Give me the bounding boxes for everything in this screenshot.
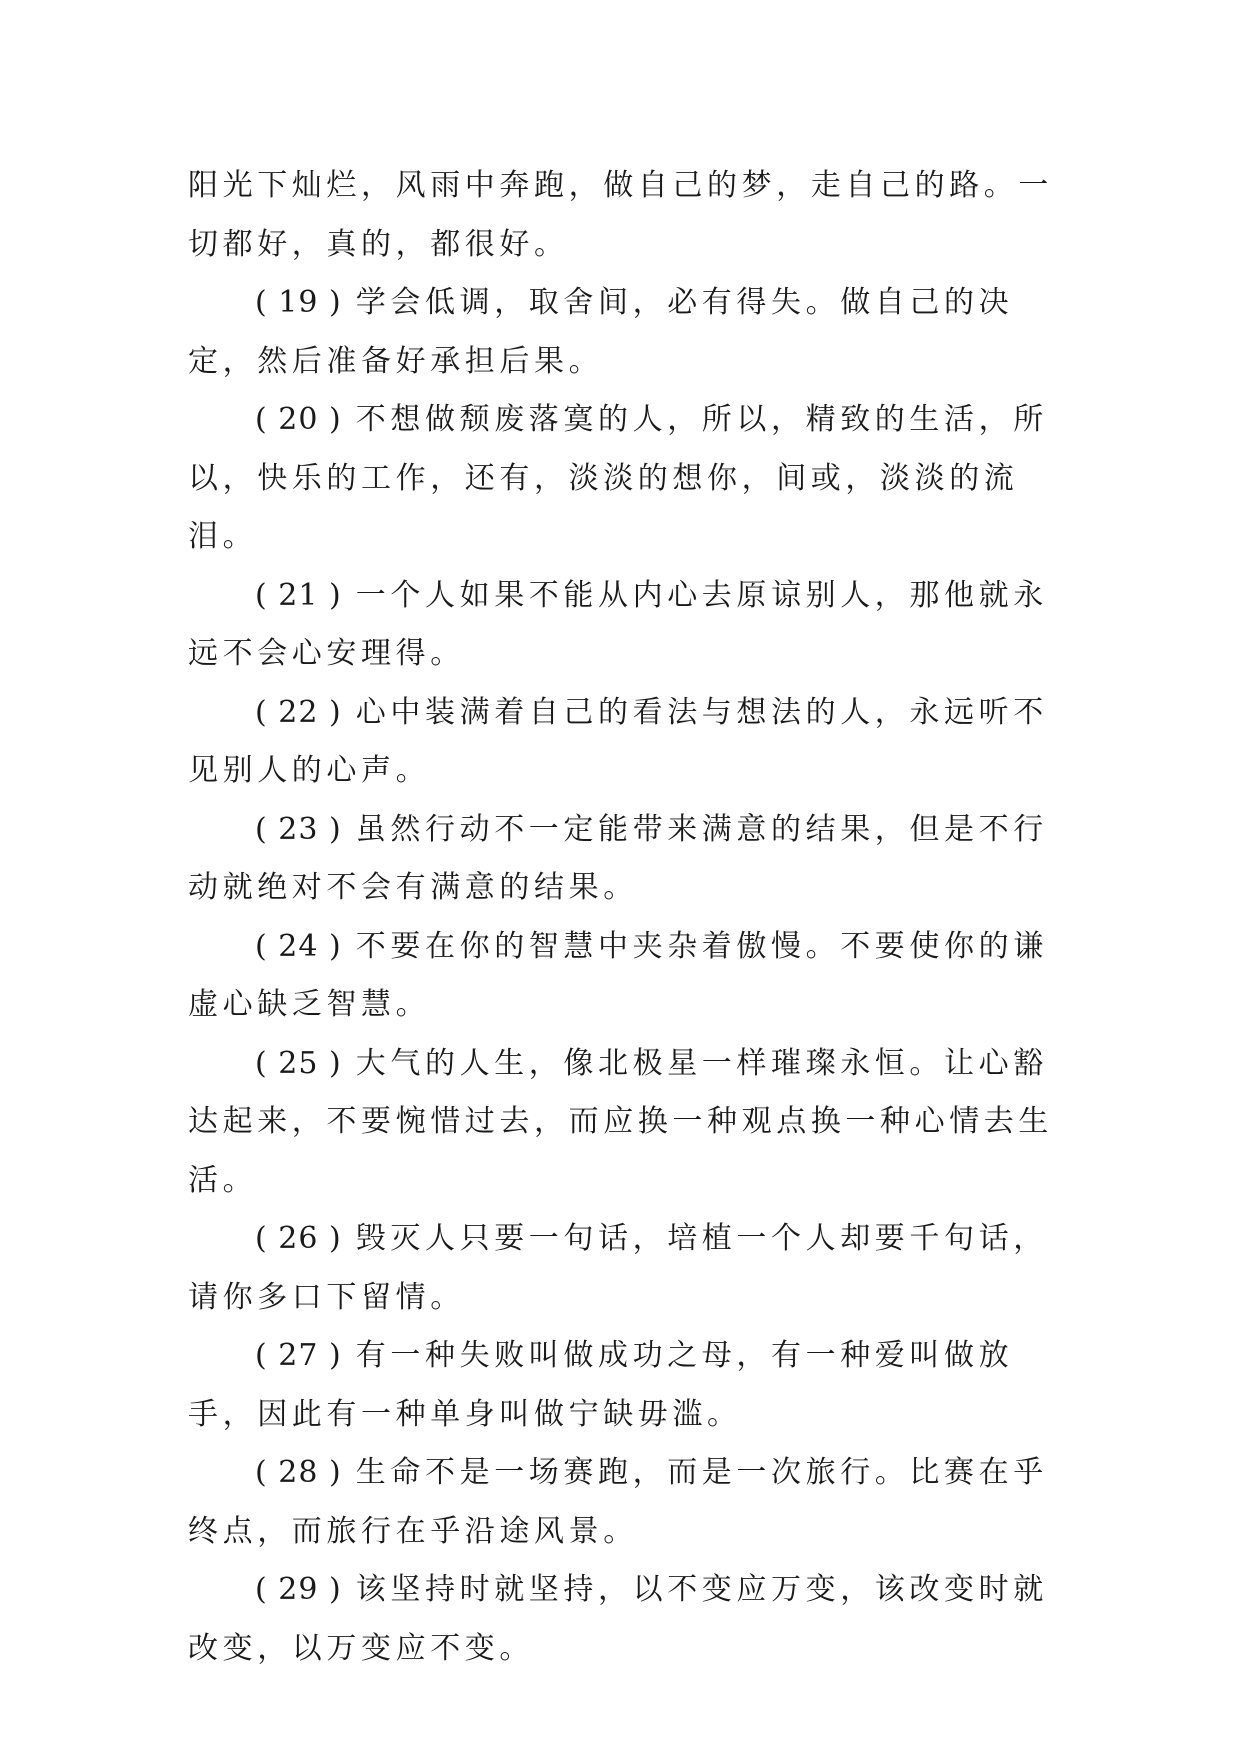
item-number: ( 23 ) <box>255 811 342 847</box>
paragraph-item-21 <box>188 567 1068 684</box>
paragraph-item-28 <box>188 1444 1068 1561</box>
paragraph-item-22 <box>188 684 1068 801</box>
item-number: ( 27 ) <box>255 1338 342 1373</box>
paragraph-text: 不要在你的智慧中夹杂着傲慢。不要使你的谦虚心缺乏智慧。 <box>188 928 1048 1022</box>
item-number: ( 26 ) <box>255 1221 342 1256</box>
paragraph-text: 大气的人生，像北极星一样璀璨永恒。让心豁达起来，不要惋惜过去，而应换一种观点换一种心情去生活。 <box>188 1045 1053 1198</box>
paragraph-text: 虽然行动不一定能带来满意的结果，但是不行动就绝对不会有满意的结果。 <box>188 811 1048 905</box>
paragraph-item-24 <box>188 918 1068 1035</box>
item-number: ( 19 ) <box>255 285 342 320</box>
paragraph-item-23 <box>188 801 1068 918</box>
item-number: ( 28 ) <box>255 1455 342 1490</box>
paragraph-item-29 <box>188 1561 1068 1678</box>
paragraph-text: 毁灭人只要一句话，培植一个人却要千句话，请你多口下留情。 <box>188 1221 1048 1315</box>
paragraph-text: 心中装满着自己的看法与想法的人，永远听不见别人的心声。 <box>188 694 1048 788</box>
paragraph-text: 不想做颓废落寞的人，所以，精致的生活，所以，快乐的工作，还有，淡淡的想你，间或，淡淡的流泪。 <box>188 402 1048 554</box>
paragraph-item-19 <box>188 274 1068 391</box>
paragraph-continuation <box>188 157 1068 274</box>
paragraph-text: 有一种失败叫做成功之母，有一种爱叫做放手，因此有一种单身叫做宁缺毋滥。 <box>188 1338 1014 1432</box>
document-body <box>188 157 1068 1678</box>
paragraph-item-25 <box>188 1035 1068 1211</box>
paragraph-text: 一个人如果不能从内心去原谅别人，那他就永远不会心安理得。 <box>188 577 1048 671</box>
paragraph-item-20 <box>188 391 1068 567</box>
paragraph-text: 学会低调，取舍间，必有得失。做自己的决定，然后准备好承担后果。 <box>188 285 1014 379</box>
paragraph-text: 生命不是一场赛跑，而是一次旅行。比赛在乎终点，而旅行在乎沿途风景。 <box>188 1455 1048 1549</box>
item-number: ( 21 ) <box>255 577 342 613</box>
paragraph-item-26 <box>188 1210 1068 1327</box>
item-number: ( 22 ) <box>255 694 342 730</box>
paragraph-text: 阳光下灿烂，风雨中奔跑，做自己的梦，走自己的路。一切都好，真的，都很好。 <box>188 168 1053 262</box>
item-number: ( 24 ) <box>255 928 342 964</box>
paragraph-text: 该坚持时就坚持，以不变应万变，该改变时就改变，以万变应不变。 <box>188 1572 1048 1666</box>
paragraph-item-27 <box>188 1327 1068 1444</box>
item-number: ( 20 ) <box>255 402 342 437</box>
item-number: ( 29 ) <box>255 1572 342 1607</box>
item-number: ( 25 ) <box>255 1045 342 1081</box>
